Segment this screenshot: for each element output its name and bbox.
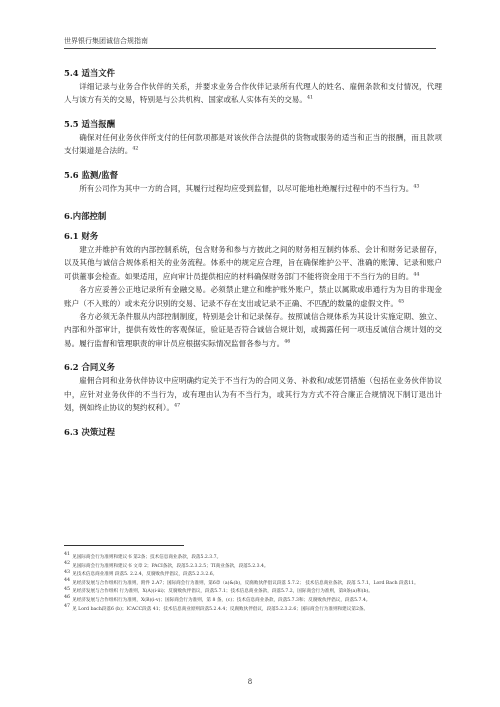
footnote-ref[interactable]: 42 [132,146,139,152]
section-5-4-body: 详细记录与业务合作伙伴的关系，并要求业务合作伙伴记录所有代理人的姓名、雇佣条款和支付情况，代理人与该方有关的交易，特别是与公共机构、国家或私人实体有关的交易。$^{41}$ [64,82,442,105]
section-5-6-heading: 5.6 监测/监督 [64,169,119,180]
section-5-4-heading: 5.4 适当文件 [64,68,115,78]
footnote-rule [64,545,184,546]
footnote: $^{41}$见国际商会行为准则和建议书 第2条；技术信息商业条款，段落5.2.3.7。 [64,552,222,560]
section-6-2-body: 雇佣合同和业务伙伴协议中应明确约定关于不当行为的合同义务、补救和/或惩罚措施（包括在业务伙伴协议中，应针对业务伙伴的不当行为，或有理由认为有不当行为，或其行为方式不符合廉正合规情况下制订退出计划，例如终止协议的契约权利）。$^{47}$ [64,376,442,413]
footnote-ref[interactable]: 46 [284,339,291,345]
section-5-5-heading: 5.5 适当报酬 [64,118,115,129]
section-6-1-paragraph-1: 建立并维护有效的内部控制系统，包含财务和参与方披此之间的财务相互制约体系、会计和财务记录留存，以及其他与诚信合规体系相关的业务流程。体系中的规定应合理，旨在确保维护公平、准确的账簿、记录和账户可供董事会检查。如果适用，应向审计员提供相应的材料确保财务部门不能将资金用于不当行为的目的。$^{44}$ [64,245,442,281]
section-6-2-heading: 6.2 合同义务 [64,362,115,373]
footnote: $^{46}$见经济发展与合作组织行为准则，X(B)(i-v)；国际商会行为准则，第 8 条，(c)；技术信息商业条款，段落5.7.3和；反腐败伙伴倡议，段落5.7.4。 [64,595,371,603]
section-6-heading: 6.内部控制 [64,211,107,222]
header-rule [64,48,436,49]
section-6-1-paragraph-2: 各方应妥善公正地记录所有金融交易。必须禁止建立和维护账外账户，禁止以属欺或串通行为为目的非现金账户（不入账的）或未充分识别的交易、记录不存在支出或记录不正确、不匹配的数量的虚假文件。$^{45}$ [64,285,442,308]
page-content [64,66,442,439]
footnotes [64,545,442,614]
footnote: $^{45}$见经济发展与合作组织 行为准则，X(A)(i-iii)；反腐败伙伴倡议，段落5.7.1；技术信息商业条款，段落5.7.2，国际商会行为准则，第8条(a)和(b)。 [64,586,373,595]
footnote: $^{43}$见技术信息商业准则 段落5. 2.2.4，反腐败伙伴倡议，段落5.2.3.2.6。 [64,569,218,578]
section-6-1-paragraph-3: 各方必须无条件服从内部控制制度，特别是会计和记录保存。按照诚信合规体系为其设计实施定期、独立、内部和外部审计，提供有效性的客观保证，验证是否符合诚信合规计划，或揭露任何一项违反诚信合规计划的交易。履行监督和管理职责的审计员应根据实际情况监督各参与方。$^{46}$ [64,312,442,348]
section-5-5-body: 确保对任何业务伙伴所支付的任何款项都是对该伙伴合法提供的货物或服务的适当和正当的报酬，而且款项支付渠道是合法的。$^{42}$ [64,132,442,156]
footnote-ref[interactable]: 45 [398,299,405,305]
page-number: 8 [247,678,253,686]
section-6-3-heading: 6.3 决策过程 [64,426,115,437]
footnote-ref[interactable]: 43 [413,184,420,190]
running-header: 世界银行集团诚信合规指南 [64,37,148,45]
footnote-ref[interactable]: 41 [307,95,314,101]
footnote-ref[interactable]: 47 [174,403,181,409]
footnote: $^{42}$见国际商会行为准则和建议书 文章 2；PACI条款，段落5.2.3.2.5；TI商业条款，段落5.2.3.4。 [64,561,269,569]
section-6-1-heading: 6.1 财务 [64,231,99,242]
footnote: $^{47}$见 Lord bach段落6 (b)；ICACC段落 41；技术信息商业原则段落5.2.4.4；反腐败伙伴倡议，段落5.2.3.2.6；国际商会行为准则和建议第2条。 [64,604,369,612]
section-5-6-body: 所有公司作为其中一方的合同，其履行过程均应受到监督，以尽可能地杜绝履行过程中的不当行为。$^{43}$ [79,183,420,193]
footnote: $^{44}$见经济发展与合作组织行为准则，附件 2.A7；国际商会行为准则，第6章（a)&(b)，反腐败伙伴倡议段落 5.7.2； 技术信息商业条款，段落 5.7.1，Lord Bach 段落11。 [64,578,419,586]
footnote-ref[interactable]: 44 [413,272,420,278]
